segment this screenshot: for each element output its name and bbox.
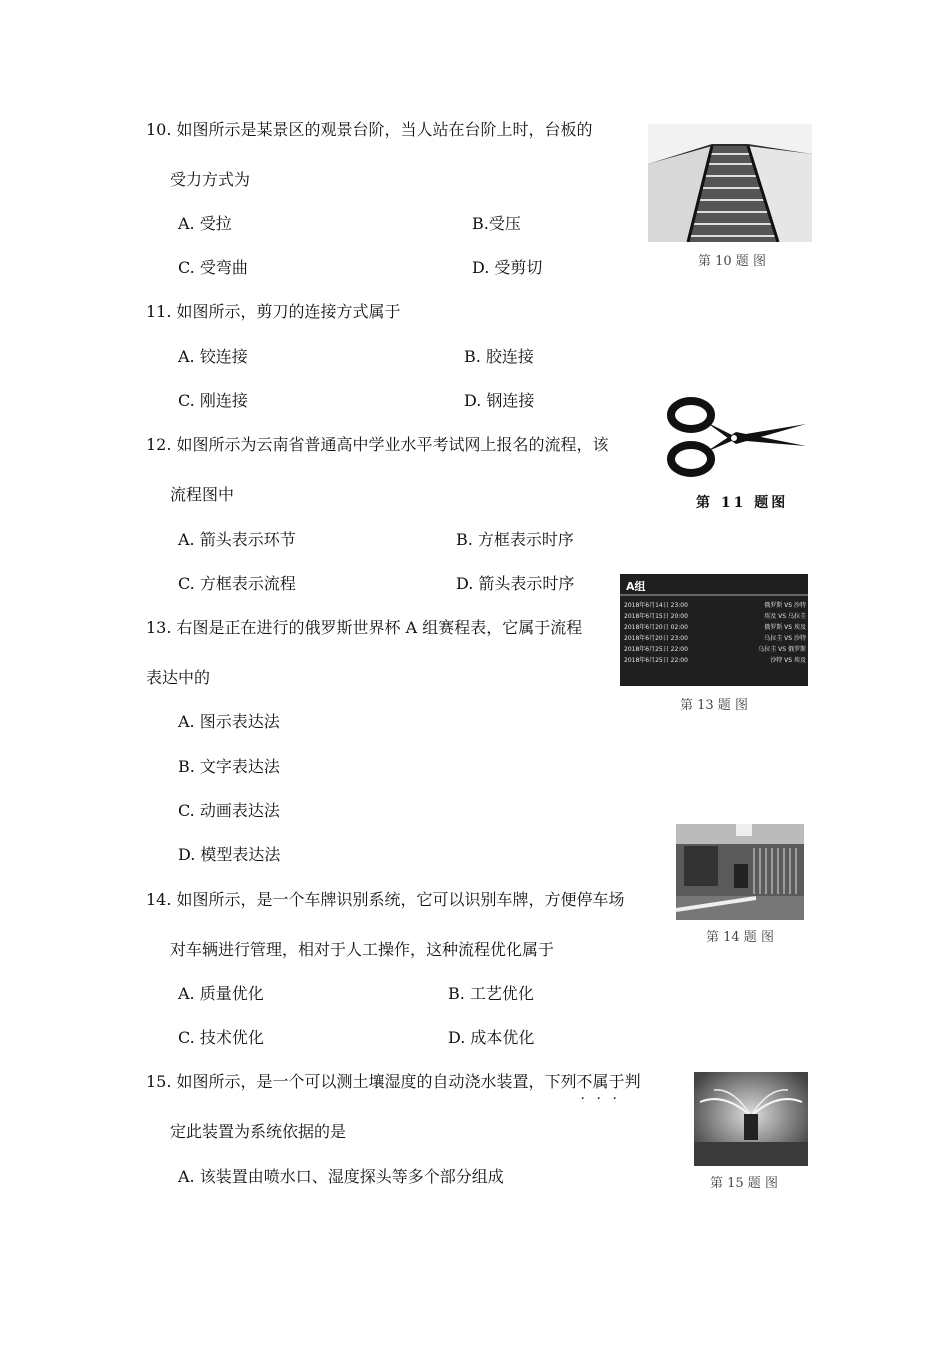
q14-stem-line1: 14. 如图所示，是一个车牌识别系统，它可以识别车牌，方便停车场 [146,890,625,909]
q13-option-b: B. 文字表达法 [178,757,280,776]
schedule-row [624,600,806,611]
q13-table-title: A组 [626,580,646,593]
q10-caption: 第 10 题 图 [698,254,766,269]
schedule-date: 2018年6月20日 23:00 [624,635,688,642]
q12-option-b: B. 方框表示时序 [456,530,574,549]
emphasis-dot-icon: · [596,1091,601,1107]
q10-option-b: B.受压 [472,214,521,233]
q11-option-a: A. 铰连接 [178,347,248,366]
schedule-match: 乌拉圭 VS 俄罗斯 [758,646,806,653]
q10-option-d: D. 受剪切 [472,258,543,277]
q15-emphasis-not-belong: 不属于 · · · [576,1072,625,1107]
q15-option-a: A. 该装置由喷水口、湿度探头等多个部分组成 [178,1167,504,1186]
schedule-date: 2018年6月20日 02:00 [624,624,688,631]
q10-stem-line2: 受力方式为 [170,170,251,189]
schedule-row [624,622,806,633]
q11-option-c: C. 刚连接 [178,391,248,410]
schedule-row [624,655,806,666]
schedule-row [624,611,806,622]
schedule-date: 2018年6月15日 20:00 [624,613,688,620]
q13-stem-line2: 表达中的 [146,668,211,687]
emphasis-dot-icon: · [612,1091,617,1107]
schedule-date: 2018年6月25日 22:00 [624,657,688,664]
q13-option-a: A. 图示表达法 [178,712,280,731]
q12-option-a: A. 箭头表示环节 [178,530,296,549]
schedule-match: 俄罗斯 VS 埃及 [764,624,806,631]
q14-option-c: C. 技术优化 [178,1028,264,1047]
q10-stairs-photo [648,124,812,242]
q13-option-d: D. 模型表达法 [178,845,281,864]
q11-scissors-image [664,396,810,478]
schedule-match: 乌拉圭 VS 沙特 [764,635,806,642]
q13-stem-line1: 13. 右图是正在进行的俄罗斯世界杯 A 组赛程表，它属于流程 [146,618,583,637]
q15-sprinkler-photo [694,1072,808,1166]
q12-option-c: C. 方框表示流程 [178,574,296,593]
schedule-date: 2018年6月25日 22:00 [624,646,688,653]
q15-stem-pre: 15. 如图所示，是一个可以测土壤湿度的自动浇水装置，下列 [146,1072,577,1091]
q15-stem-line1 [146,1072,641,1107]
schedule-date: 2018年6月14日 23:00 [624,602,688,609]
q14-caption: 第 14 题 图 [706,930,774,945]
schedule-match: 沙特 VS 埃及 [770,657,806,664]
q13-option-c: C. 动画表达法 [178,801,280,820]
q15-stem-post: 判 [624,1072,641,1091]
schedule-match: 俄罗斯 VS 沙特 [764,602,806,609]
q12-stem-line1: 12. 如图所示为云南省普通高中学业水平考试网上报名的流程，该 [146,435,609,454]
q12-stem-line2: 流程图中 [170,485,235,504]
q11-stem: 11. 如图所示，剪刀的连接方式属于 [146,302,401,321]
q10-option-a: A. 受拉 [178,214,232,233]
q10-option-c: C. 受弯曲 [178,258,248,277]
schedule-row [624,633,806,644]
schedule-row [624,644,806,655]
q14-plate-recognition-photo [676,824,804,920]
schedule-match: 埃及 VS 乌拉圭 [764,613,806,620]
q11-option-d: D. 钢连接 [464,391,535,410]
q13-schedule-image [620,574,808,686]
q12-option-d: D. 箭头表示时序 [456,574,575,593]
emphasis-dot-icon: · [580,1091,585,1107]
q15-caption: 第 15 题 图 [710,1176,778,1191]
q15-stem-line2: 定此装置为系统依据的是 [170,1122,347,1141]
q13-caption: 第 13 题 图 [680,698,748,713]
q14-option-b: B. 工艺优化 [448,984,534,1003]
q11-option-b: B. 胶连接 [464,347,534,366]
q14-stem-line2: 对车辆进行管理，相对于人工操作，这种流程优化属于 [170,940,555,959]
q14-option-d: D. 成本优化 [448,1028,535,1047]
q10-stem-line1: 10. 如图所示是某景区的观景台阶，当人站在台阶上时，台板的 [146,120,593,139]
q14-option-a: A. 质量优化 [178,984,264,1003]
q11-caption: 第 11 题图 [696,495,789,511]
